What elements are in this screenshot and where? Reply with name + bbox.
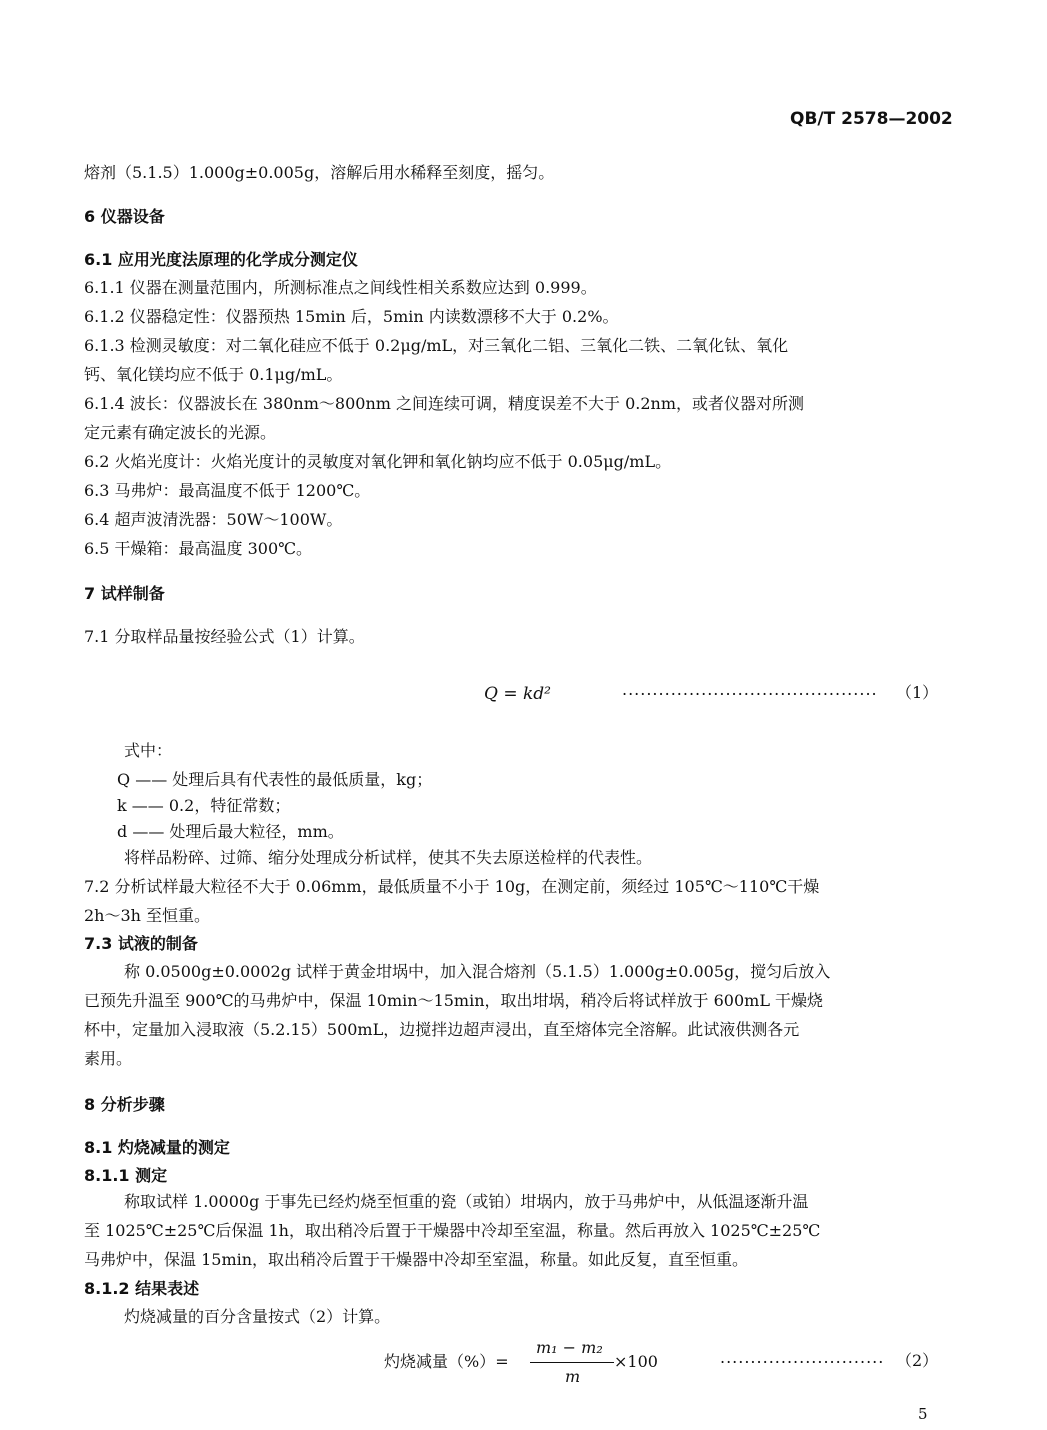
definition-line: d —— 处理后最大粒径，mm。 [117, 822, 344, 841]
text-line: 素用。 [84, 1049, 133, 1068]
text-line: 6.5 干燥箱：最高温度 300℃。 [84, 539, 313, 558]
text-line: 称 0.0500g±0.0002g 试样于黄金坩埚中，加入混合熔剂（5.1.5）1.000g±0.005g，搅匀后放入 [124, 962, 831, 981]
section-heading: 7 试样制备 [84, 584, 165, 603]
text-line: 6.4 超声波清洗器：50W～100W。 [84, 510, 343, 529]
text-line: 杯中，定量加入浸取液（5.2.15）500mL，边搅拌边超声浸出，直至熔体完全溶解。此试液供测各元 [84, 1020, 800, 1039]
text-line: 马弗炉中，保温 15min，取出稍冷后置于干燥器中冷却至室温，称量。如此反复，直至恒重。 [84, 1250, 749, 1269]
formula-2-lhs: 灼烧减量（%）= [384, 1352, 509, 1371]
text-line: 6.1.1 仪器在测量范围内，所测标准点之间线性相关系数应达到 0.999。 [84, 278, 597, 297]
text-line: 式中： [124, 741, 173, 760]
subsection-heading: 8.1.2 结果表述 [84, 1279, 200, 1298]
text-line: 7.1 分取样品量按经验公式（1）计算。 [84, 627, 365, 646]
formula-2-fraction-bar [530, 1362, 614, 1363]
text-line: 6.1.4 波长：仪器波长在 380nm～800nm 之间连续可调，精度误差不大于 0.2nm，或者仪器对所测 [84, 394, 805, 413]
text-line: 灼烧减量的百分含量按式（2）计算。 [124, 1307, 391, 1326]
text-line: 2h～3h 至恒重。 [84, 906, 211, 925]
text-line: 6.1.3 检测灵敏度：对二氧化硅应不低于 0.2μg/mL，对三氧化二铝、三氧化二铁、二氧化钛、氧化 [84, 336, 789, 355]
formula-2-numerator: m₁ − m₂ [536, 1338, 603, 1357]
formula-1-number: （1） [896, 683, 939, 702]
text-line: 6.1.2 仪器稳定性：仪器预热 15min 后，5min 内读数漂移不大于 0.2%。 [84, 307, 619, 326]
formula-2-denominator: m [565, 1367, 581, 1386]
formula-2-tail: ×100 [614, 1352, 658, 1371]
page-number: 5 [918, 1405, 928, 1423]
text-line: 6.2 火焰光度计：火焰光度计的灵敏度对氧化钾和氧化钠均应不低于 0.05μg/mL。 [84, 452, 672, 471]
text-line: 定元素有确定波长的光源。 [84, 423, 277, 442]
definition-line: k —— 0.2，特征常数； [117, 796, 291, 815]
subsection-heading: 8.1.1 测定 [84, 1166, 168, 1185]
standard-code: QB/T 2578—2002 [790, 109, 953, 129]
text-line: 7.2 分析试样最大粒径不大于 0.06mm，最低质量不小于 10g，在测定前，须经过 105℃～110℃干燥 [84, 877, 820, 896]
formula-1-expression: Q = kd² [484, 684, 551, 704]
subsection-heading: 8.1 灼烧减量的测定 [84, 1138, 230, 1157]
text-line: 钙、氧化镁均应不低于 0.1μg/mL。 [84, 365, 343, 384]
text-line: 已预先升温至 900℃的马弗炉中，保温 10min～15min，取出坩埚，稍冷后将试样放于 600mL 干燥烧 [84, 991, 824, 1010]
text-line: 6.3 马弗炉：最高温度不低于 1200℃。 [84, 481, 371, 500]
text-line: 将样品粉碎、过筛、缩分处理成分析试样，使其不失去原送检样的代表性。 [124, 848, 653, 867]
section-heading: 8 分析步骤 [84, 1095, 165, 1114]
text-line: 至 1025℃±25℃后保温 1h，取出稍冷后置于干燥器中冷却至室温，称量。然后再放入 1025℃±25℃ [84, 1221, 821, 1240]
text-line: 称取试样 1.0000g 于事先已经灼烧至恒重的瓷（或铂）坩埚内，放于马弗炉中，从低温逐渐升温 [124, 1192, 809, 1211]
formula-2-leader: ........................... [720, 1348, 885, 1367]
formula-1-leader: .......................................... [622, 680, 878, 699]
definition-line: Q —— 处理后具有代表性的最低质量，kg； [117, 770, 433, 789]
formula-2-number: （2） [896, 1351, 939, 1370]
section-heading: 6 仪器设备 [84, 207, 165, 226]
subsection-heading: 6.1 应用光度法原理的化学成分测定仪 [84, 250, 358, 269]
subsection-heading: 7.3 试液的制备 [84, 934, 198, 953]
text-line: 熔剂（5.1.5）1.000g±0.005g，溶解后用水稀释至刻度，摇匀。 [84, 163, 555, 182]
